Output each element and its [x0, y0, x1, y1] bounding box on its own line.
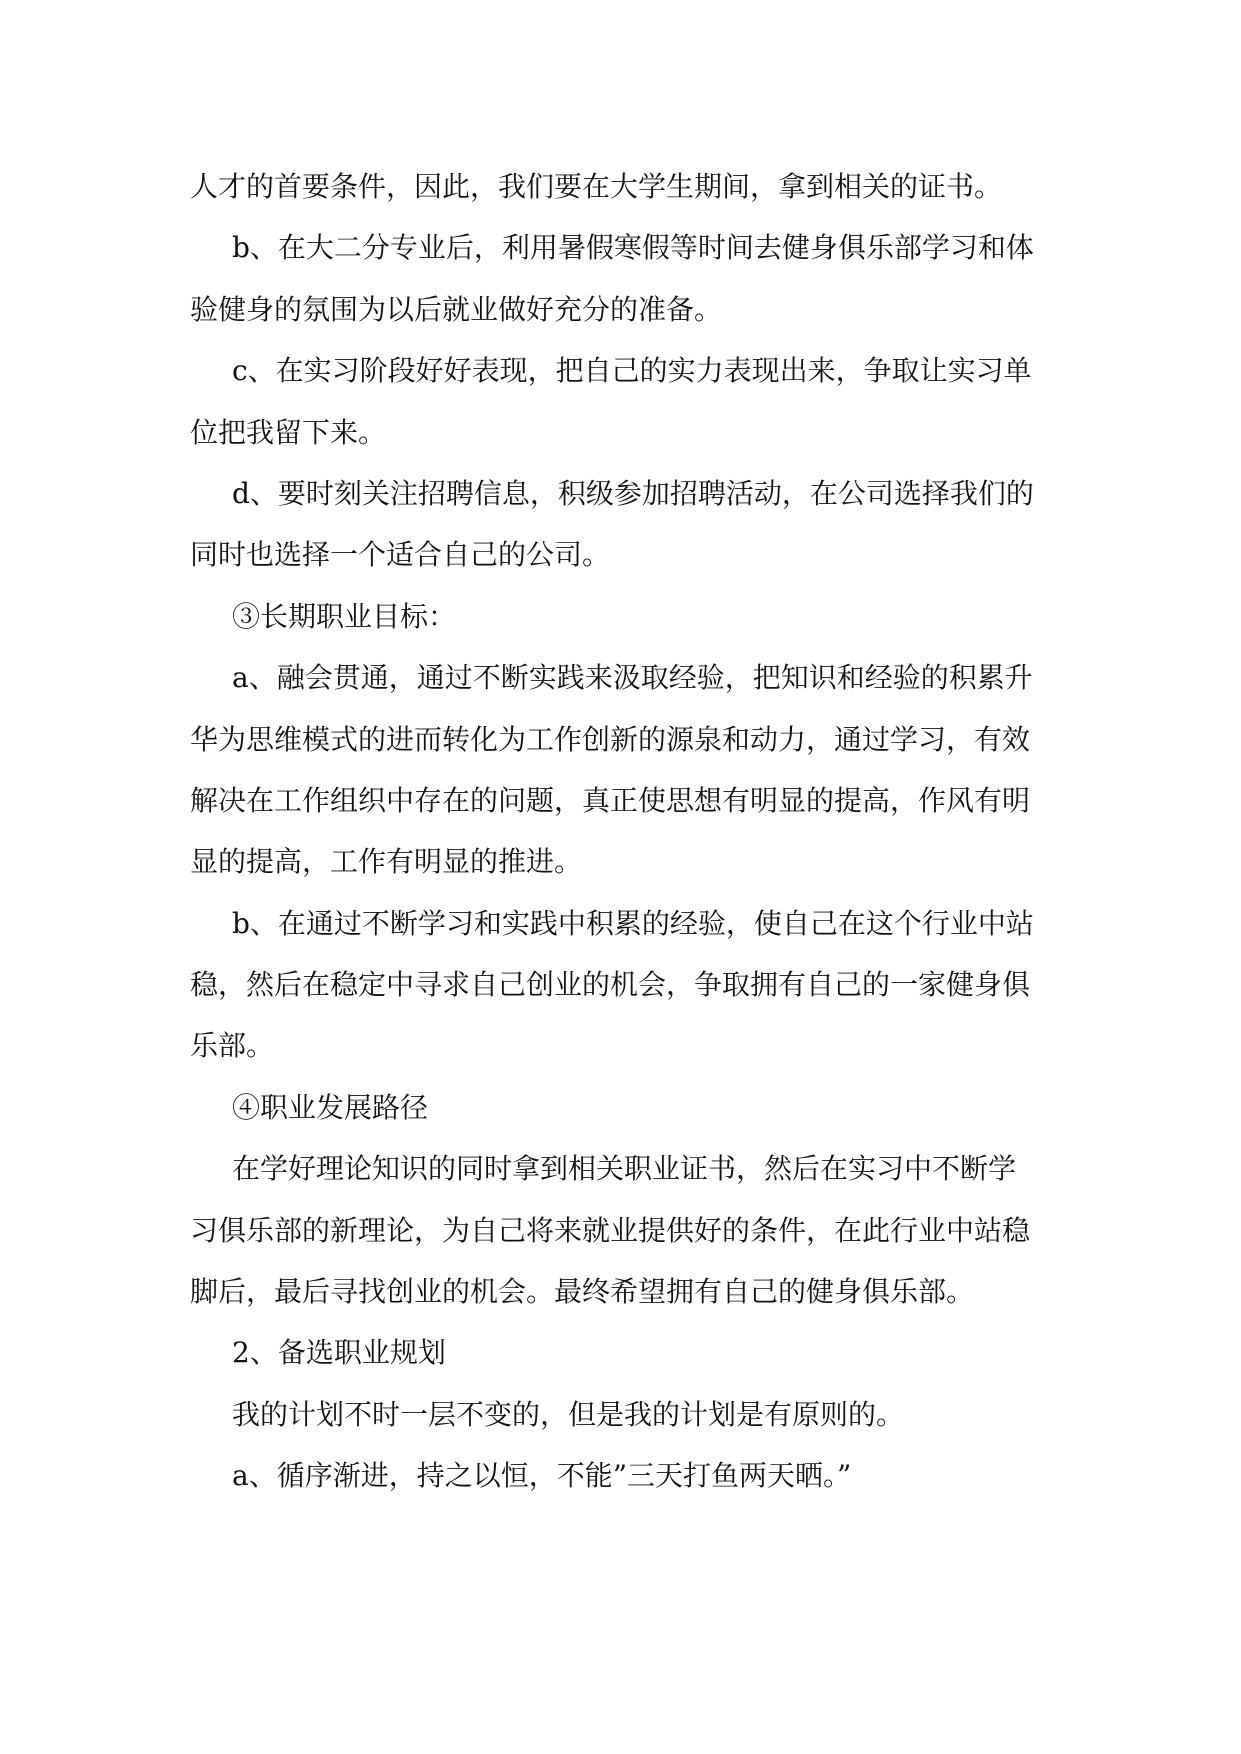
text-line: ③长期职业目标： [232, 599, 457, 633]
text-line: 华为思维模式的进而转化为工作创新的源泉和动力，通过学习，有效 [190, 722, 1031, 756]
paragraph [190, 586, 1070, 647]
text-line: a、融会贯通，通过不断实践来汲取经验，把知识和经验的积累升 [232, 661, 1033, 695]
text-line: b、在大二分专业后，利用暑假寒假等时间去健身俱乐部学习和体 [232, 231, 1034, 265]
paragraph [190, 1445, 1070, 1506]
paragraph [190, 1322, 1070, 1383]
text-line: 解决在工作组织中存在的问题，真正使思想有明显的提高，作风有明 [190, 783, 1031, 817]
text-line: 显的提高，工作有明显的推进。 [190, 845, 583, 879]
paragraph [190, 1077, 1070, 1138]
text-line: 习俱乐部的新理论，为自己将来就业提供好的条件，在此行业中站稳 [190, 1213, 1031, 1247]
paragraph [190, 156, 1070, 217]
text-line: 验健身的氛围为以后就业做好充分的准备。 [190, 292, 723, 326]
text-line: 同时也选择一个适合自己的公司。 [190, 538, 611, 572]
text-line: 脚后，最后寻找创业的机会。最终希望拥有自己的健身俱乐部。 [190, 1275, 975, 1309]
text-line: b、在通过不断学习和实践中积累的经验，使自己在这个行业中站 [232, 906, 1034, 940]
text-line: 2、备选职业规划 [232, 1336, 446, 1370]
paragraph [190, 647, 1070, 893]
text-line: 稳，然后在稳定中寻求自己创业的机会，争取拥有自己的一家健身俱 [190, 968, 1031, 1002]
text-line: 在学好理论知识的同时拿到相关职业证书，然后在实习中不断学 [232, 1152, 1017, 1186]
paragraph [190, 1384, 1070, 1445]
text-line: 我的计划不时一层不变的，但是我的计划是有原则的。 [232, 1397, 905, 1431]
text-line: d、要时刻关注招聘信息，积级参加招聘活动，在公司选择我们的 [232, 476, 1034, 510]
text-line: ④职业发展路径 [232, 1090, 429, 1124]
paragraph [190, 1138, 1070, 1322]
text-line: 位把我留下来。 [190, 415, 387, 449]
text-line: 乐部。 [190, 1029, 275, 1063]
text-line: a、循序渐进，持之以恒，不能”三天打鱼两天晒。” [232, 1459, 852, 1493]
paragraph [190, 217, 1070, 340]
text-line: c、在实习阶段好好表现，把自己的实力表现出来，争取让实习单 [232, 354, 1032, 388]
text-line: 人才的首要条件，因此，我们要在大学生期间，拿到相关的证书。 [190, 170, 1003, 203]
document-body [190, 156, 1070, 1507]
paragraph [190, 340, 1070, 463]
paragraph [190, 463, 1070, 586]
paragraph [190, 893, 1070, 1077]
